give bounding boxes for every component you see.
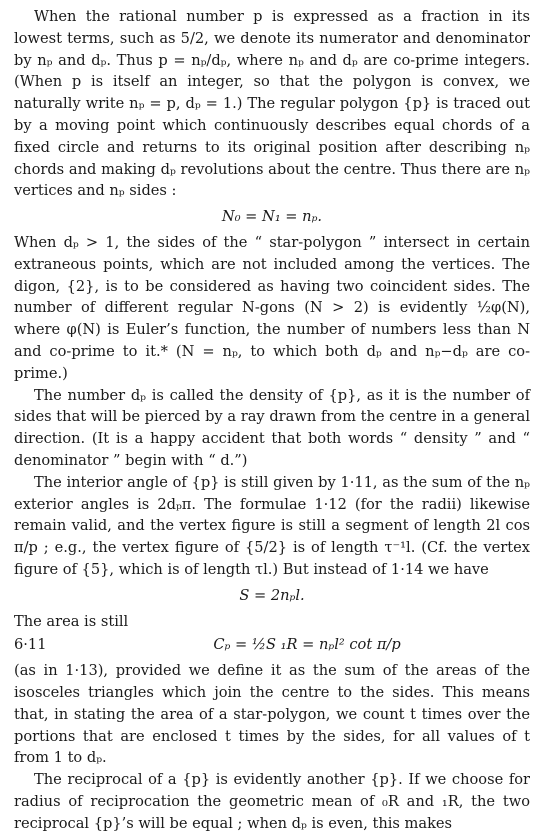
paragraph-reciprocal: The reciprocal of a {p} is evidently another {p}. If we choose for radius of reciprocation the geometric mean of ₀R and ₁R, the two reciprocal {p}’s will be equal ; when dₚ is even, this makes (14, 771, 530, 832)
equation-vertices-sides: N₀ = N₁ = nₚ. (221, 208, 323, 226)
paragraph-rational-number: When the rational number p is expressed as a fraction in its lowest terms, such as 5/2, we denote its numerator and denominator by nₚ and dₚ. Thus p = nₚ/dₚ, where nₚ and dₚ are co-prime integers. (When p is itself an integer, so that the polygon is convex, we naturally write nₚ = p, dₚ = 1.) The regular polygon {p} is traced out by a moving point which continuously describes equal chords of a fixed circle and returns to its original position after describing nₚ chords and making dₚ revolutions about the centre. Thus there are nₚ vertices and nₚ sides : (14, 8, 530, 200)
equation-number: 6·11 (14, 636, 47, 654)
paragraph-density: The number dₚ is called the density of {p}, as it is the number of sides that will be pierced by a ray drawn from the centre in a general direction. (It is a happy accident that both words “ density ” and “ denominator ” begin with “ d.”) (14, 386, 530, 469)
paragraph-area-definition: (as in 1·13), provided we define it as the sum of the areas of the isosceles triangles which join the centre to the sides. This means that, in stating the area of a star-polygon, we count t times over the portions that are enclosed t times by the sides, for all values of t from 1 to dₚ. (14, 662, 530, 767)
paragraph-interior-angle: The interior angle of {p} is still given by 1·11, as the sum of the nₚ exterior angles is 2dₚπ. The formulae 1·12 (for the radii) likewise remain valid, and the vertex figure is still a segment of length 2l cos π/p ; e.g., the vertex figure of {5/2} is of length τ⁻¹l. (Cf. the vertex figure of {5}, which is of length τl.) But instead of 1·14 we have (14, 473, 530, 578)
equation-perimeter: S = 2nₚl. (239, 586, 305, 604)
paragraph-area: The area is still (14, 612, 129, 630)
paragraph-star-polygon: When dₚ > 1, the sides of the “ star-polygon ” intersect in certain extraneous points, which are not included among the vertices. The digon, {2}, is to be considered as having two coincident sides. The number of different regular N-gons (N > 2) is evidently ½φ(N), where φ(N) is Euler’s function, the number of numbers less than N and co-prime to it.* (N = nₚ, to which both dₚ and nₚ−dₚ are co-prime.) (14, 233, 530, 382)
equation-area-block (14, 634, 530, 656)
equation-area: Cₚ = ½S ₁R = nₚl² cot π/p (213, 636, 401, 654)
